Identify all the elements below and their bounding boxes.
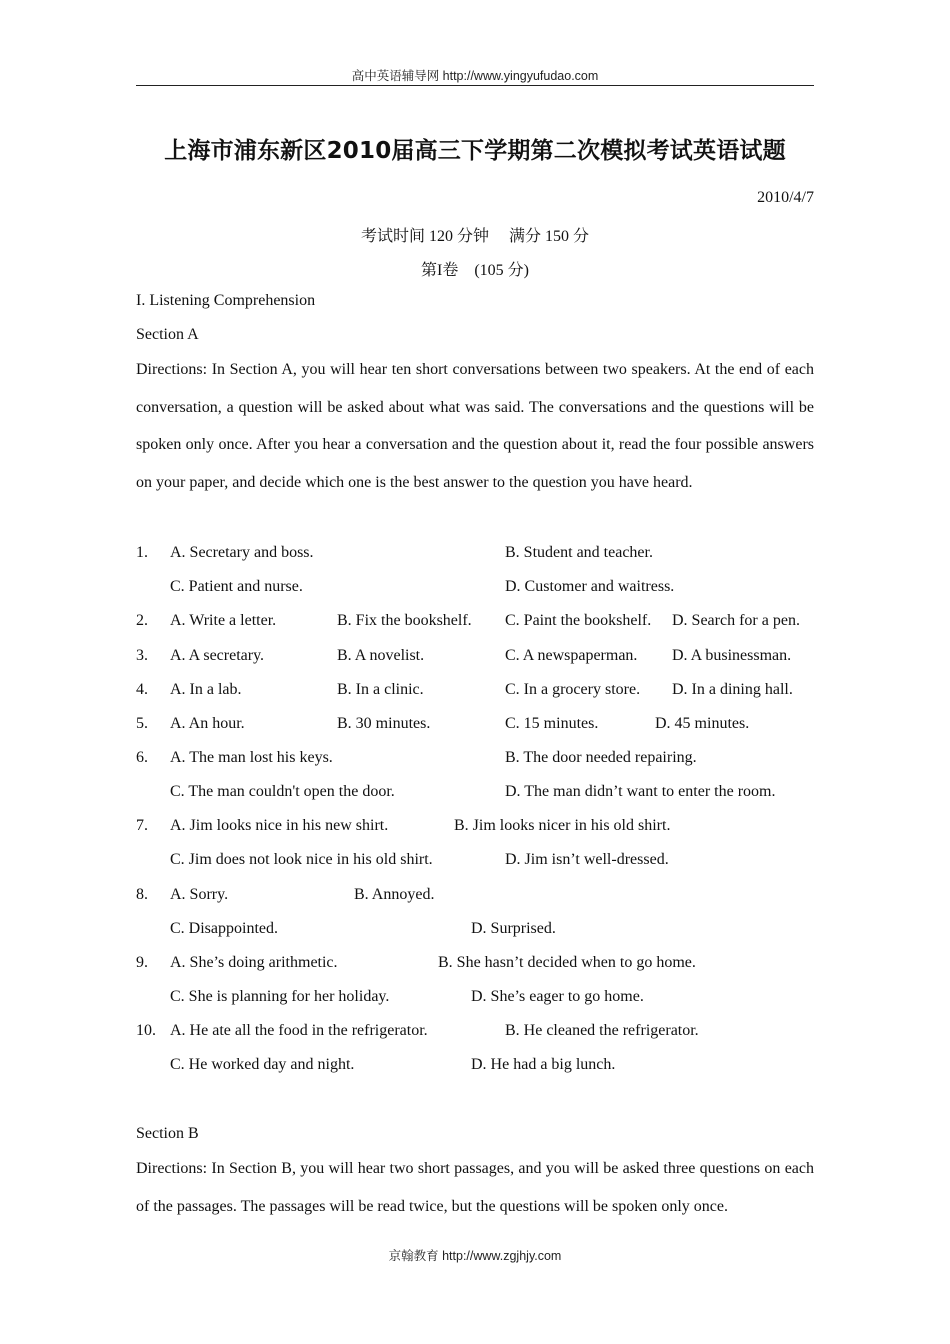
option-d: D. Jim isn’t well-dressed. — [505, 851, 669, 868]
option-b: B. In a clinic. — [337, 681, 424, 698]
section-b-directions: Directions: In Section B, you will hear two short passages, and you will be asked three questions on each of the passages. The passages will be read twice, but the questions will be spoken only once. — [136, 1160, 814, 1215]
page-header: 高中英语辅导网 http://www.yingyufudao.com — [351, 69, 599, 83]
volume-heading: 第I卷 (105 分) — [421, 262, 529, 279]
option-c: C. Patient and nurse. — [170, 578, 303, 595]
question-number: 10. — [136, 1022, 156, 1039]
option-b: B. 30 minutes. — [337, 715, 431, 732]
question-number: 3. — [136, 647, 148, 664]
option-c: C. He worked day and night. — [170, 1056, 355, 1073]
option-d: D. In a dining hall. — [672, 681, 793, 698]
option-b: B. Jim looks nicer in his old shirt. — [454, 817, 671, 834]
option-a: A. An hour. — [170, 715, 245, 732]
option-a: A. Write a letter. — [170, 612, 277, 629]
question-number: 5. — [136, 715, 148, 732]
option-d: D. Search for a pen. — [672, 612, 800, 629]
section-a-directions: Directions: In Section A, you will hear ten short conversations between two speakers. At the end of each conversation, a question will be asked about what was said. The conversations and the questions will be spoken only once. After you hear a conversation and the question about it, read the four possible answers on your paper, and decide which one is the best answer to the question you have heard. — [136, 361, 814, 491]
page-footer: 京翰教育 http://www.zgjhjy.com — [388, 1249, 562, 1263]
option-b: B. The door needed repairing. — [505, 749, 697, 766]
option-c: C. Paint the bookshelf. — [505, 612, 652, 629]
option-c: C. The man couldn't open the door. — [170, 783, 395, 800]
header-divider — [136, 85, 814, 86]
exam-page — [136, 0, 814, 1344]
question-number: 1. — [136, 544, 148, 561]
option-d: D. 45 minutes. — [655, 715, 750, 732]
question-number: 7. — [136, 817, 148, 834]
option-a: A. Secretary and boss. — [170, 544, 314, 561]
option-c: C. 15 minutes. — [505, 715, 599, 732]
question-number: 4. — [136, 681, 148, 698]
option-b: B. A novelist. — [337, 647, 425, 664]
question-number: 9. — [136, 954, 148, 971]
option-c: C. Jim does not look nice in his old shirt. — [170, 851, 433, 868]
question-number: 8. — [136, 886, 148, 903]
exam-date: 2010/4/7 — [757, 189, 814, 206]
question-number: 6. — [136, 749, 148, 766]
option-b: B. She hasn’t decided when to go home. — [438, 954, 696, 971]
option-b: B. Student and teacher. — [505, 544, 653, 561]
option-d: D. The man didn’t want to enter the room. — [505, 783, 776, 800]
part1-heading: I. Listening Comprehension — [136, 292, 316, 309]
option-a: A. Sorry. — [170, 886, 229, 903]
option-d: D. Customer and waitress. — [505, 578, 675, 595]
option-a: A. Jim looks nice in his new shirt. — [170, 817, 389, 834]
option-b: B. He cleaned the refrigerator. — [505, 1022, 699, 1039]
option-a: A. He ate all the food in the refrigerator. — [170, 1022, 428, 1039]
option-b: B. Fix the bookshelf. — [337, 612, 472, 629]
exam-title: 上海市浦东新区2010届高三下学期第二次模拟考试英语试题 — [164, 138, 786, 164]
option-d: D. Surprised. — [471, 920, 556, 937]
option-a: A. In a lab. — [170, 681, 242, 698]
option-d: D. A businessman. — [672, 647, 792, 664]
option-c: C. A newspaperman. — [505, 647, 638, 664]
question-number: 2. — [136, 612, 148, 629]
exam-info: 考试时间 120 分钟 满分 150 分 — [360, 228, 589, 245]
section-b-heading: Section B — [136, 1125, 199, 1142]
option-a: A. She’s doing arithmetic. — [170, 954, 338, 971]
option-d: D. She’s eager to go home. — [471, 988, 644, 1005]
section-a-heading: Section A — [136, 326, 199, 343]
option-c: C. She is planning for her holiday. — [170, 988, 390, 1005]
option-d: D. He had a big lunch. — [471, 1056, 616, 1073]
option-b: B. Annoyed. — [354, 886, 435, 903]
option-a: A. The man lost his keys. — [170, 749, 333, 766]
option-c: C. Disappointed. — [170, 920, 278, 937]
option-c: C. In a grocery store. — [505, 681, 641, 698]
option-a: A. A secretary. — [170, 647, 265, 664]
